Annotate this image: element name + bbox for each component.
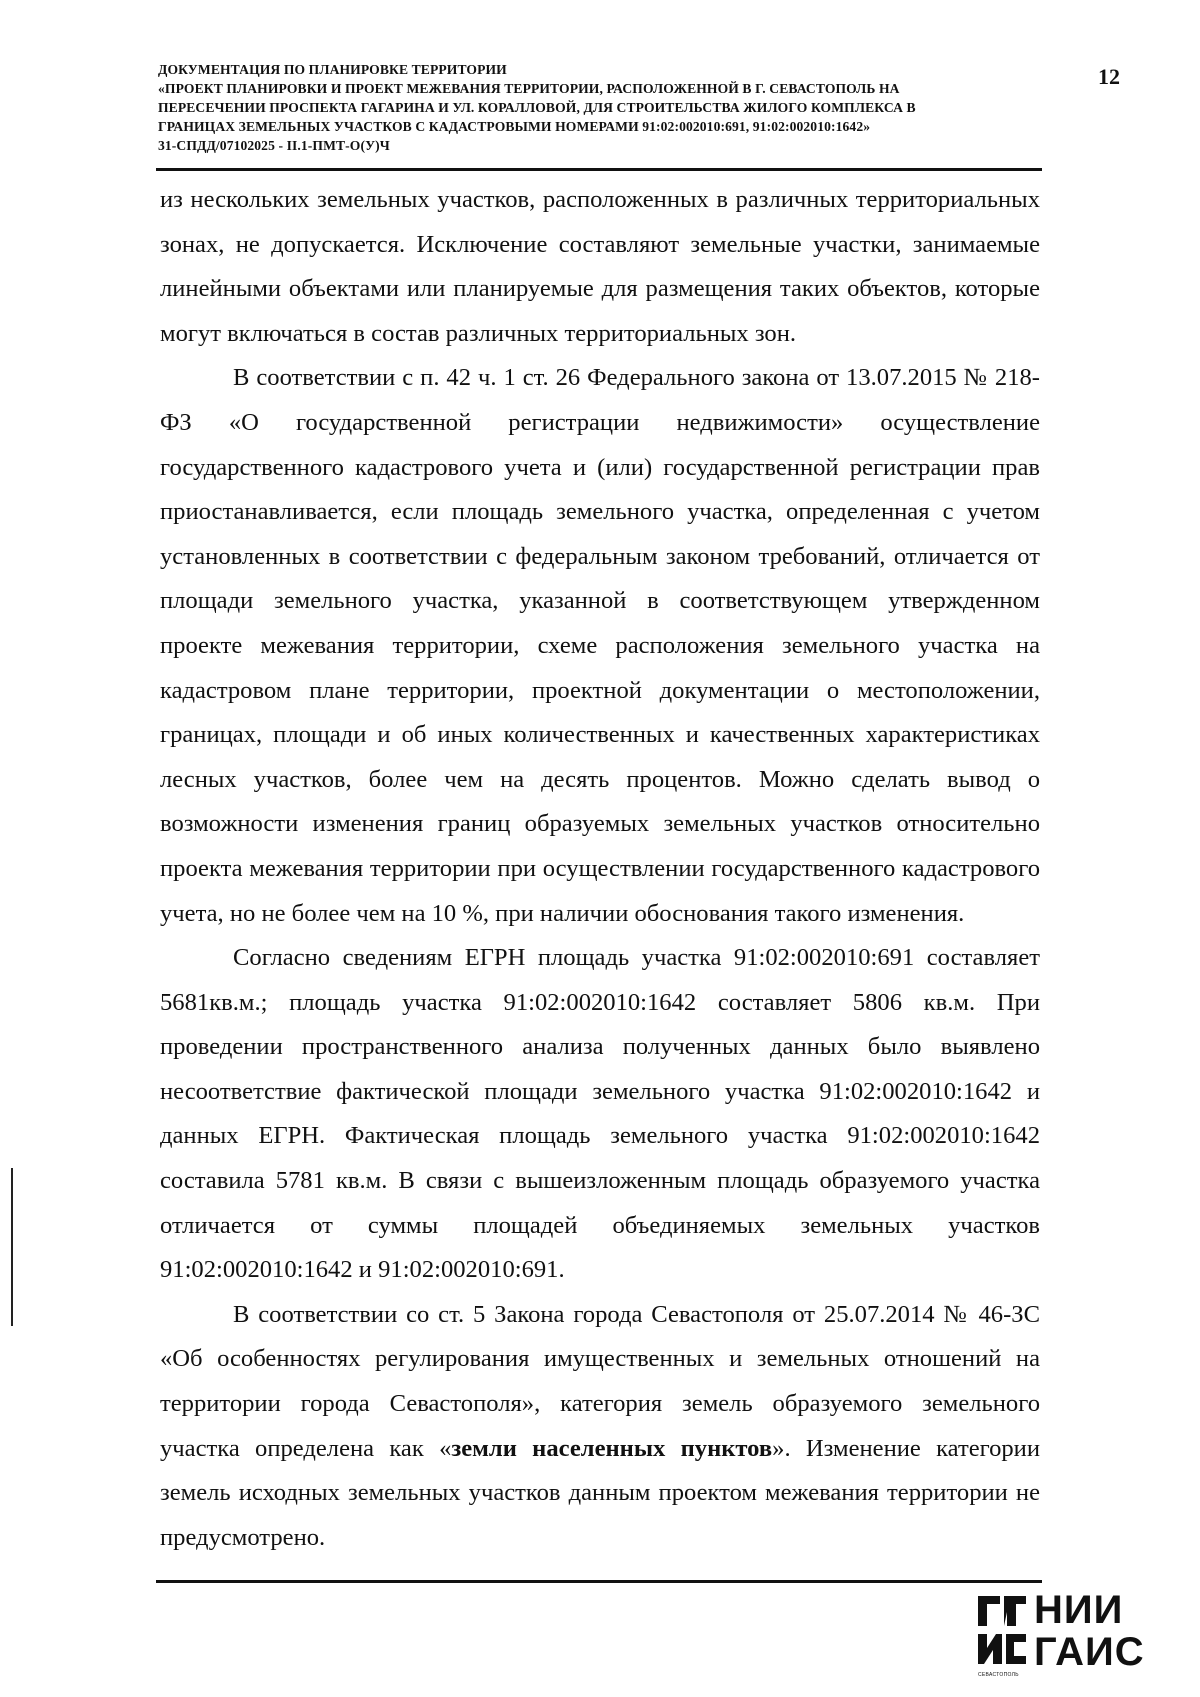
- header-divider: [156, 168, 1042, 171]
- gais-emblem-icon: [976, 1592, 1028, 1672]
- header-project-line-2: ПЕРЕСЕЧЕНИИ ПРОСПЕКТА ГАГАРИНА И УЛ. КОРАЛЛОВОЙ, ДЛЯ СТРОИТЕЛЬСТВА ЖИЛОГО КОМПЛЕКСА В: [158, 100, 916, 115]
- document-body: [160, 178, 1040, 1560]
- paragraph-4: [160, 1293, 1040, 1561]
- land-category-emphasis: земли населенных пунктов: [451, 1434, 773, 1462]
- paragraph-4-text-start: В соответствии со ст. 5 Закона города Севастополя от 25.07.2014 № 46-ЗС «Об особенностях регулирования имущественных и земельных отношений на территории города Севастополя», категория земель образуемого земельного участка определена как «: [160, 1300, 1040, 1462]
- footer-divider: [156, 1580, 1042, 1583]
- paragraph-4-text-end: ». Изменение категории земель исходных земельных участков данным проектом межевания территории не предусмотрено.: [160, 1434, 1041, 1551]
- margin-scan-mark: [11, 1168, 13, 1326]
- logo-wordmark-line-2: ГАИС: [1034, 1630, 1145, 1674]
- logo-city-caption: СЕВАСТОПОЛЬ: [978, 1672, 1019, 1678]
- header-title: ДОКУМЕНТАЦИЯ ПО ПЛАНИРОВКЕ ТЕРРИТОРИИ: [158, 62, 507, 77]
- paragraph-1: из нескольких земельных участков, расположенных в различных территориальных зонах, не допускается. Исключение составляют земельные участки, занимаемые линейными объектами или планируемые для размещения таких объектов, которые могут включаться в состав различных территориальных зон.: [160, 186, 1040, 347]
- header-document-code: 31-СПДД/07102025 - II.1-ПМТ-О(У)Ч: [158, 138, 390, 153]
- paragraph-3: Согласно сведениям ЕГРН площадь участка 91:02:002010:691 составляет 5681кв.м.; площадь участка 91:02:002010:1642 составляет 5806 кв.м. При проведении пространственного анализа полученных данных было выявлено несоответствие фактической площади земельного участка 91:02:002010:1642 и данных ЕГРН. Фактическая площадь земельного участка 91:02:002010:1642 составила 5781 кв.м. В связи с вышеизложенным площадь образуемого участка отличается от суммы площадей объединяемых земельных участков 91:02:002010:1642 и 91:02:002010:691.: [160, 944, 1040, 1284]
- page-number: 12: [1098, 64, 1120, 89]
- paragraph-2: В соответствии с п. 42 ч. 1 ст. 26 Федерального закона от 13.07.2015 № 218-ФЗ «О государственной регистрации недвижимости» осуществление государственного кадастрового учета и (или) государственной регистрации прав приостанавливается, если площадь земельного участка, определенная с учетом установленных в соответствии с федеральным законом требований, отличается от площади земельного участка, указанной в соответствующем утвержденном проекте межевания территории, схеме расположения земельного участка на кадастровом плане территории, проектной документации о местоположении, границах, площади и об иных количественных и качественных характеристиках лесных участков, более чем на десять процентов. Можно сделать вывод о возможности изменения границ образуемых земельных участков относительно проекта межевания территории при осуществлении государственного кадастрового учета, но не более чем на 10 %, при наличии обоснования такого изменения.: [160, 364, 1040, 927]
- header-project-line-1: «ПРОЕКТ ПЛАНИРОВКИ И ПРОЕКТ МЕЖЕВАНИЯ ТЕРРИТОРИИ, РАСПОЛОЖЕННОЙ В Г. СЕВАСТОПОЛЬ НА: [158, 81, 900, 96]
- logo-wordmark-line-1: НИИ: [1034, 1588, 1124, 1632]
- document-header: [158, 60, 1038, 155]
- header-project-line-3: ГРАНИЦАХ ЗЕМЕЛЬНЫХ УЧАСТКОВ С КАДАСТРОВЫМИ НОМЕРАМИ 91:02:002010:691, 91:02:002010:1642»: [158, 119, 871, 134]
- nii-gais-logo: [976, 1588, 1156, 1684]
